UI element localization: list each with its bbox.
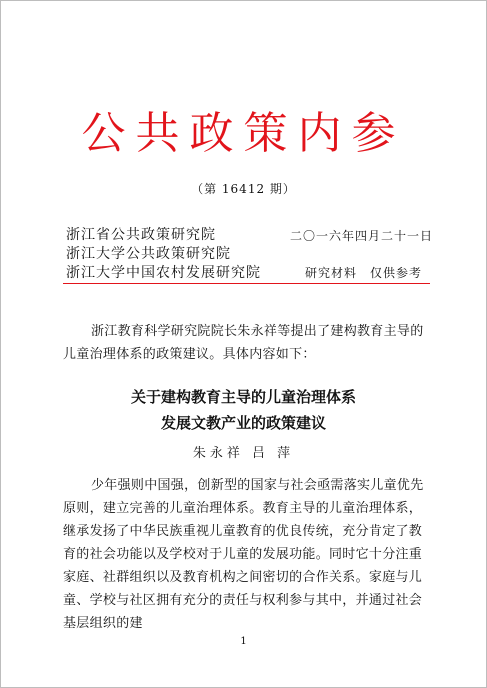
- issue-number: （第 16412 期）: [191, 182, 296, 196]
- article-title-line-1: 关于建构教育主导的儿童治理体系: [130, 388, 356, 406]
- intro-paragraph: 浙江教育科学研究院院长朱永祥等提出了建构教育主导的儿童治理体系的政策建议。具体内容如下：: [63, 324, 424, 362]
- red-divider: [63, 283, 430, 284]
- masthead-title: 公共政策内参: [81, 108, 406, 159]
- org-line-2: 浙江大学公共政策研究院: [66, 246, 231, 262]
- reference-note: 研究材料 仅供参考: [305, 266, 423, 280]
- org-line-1: 浙江省公共政策研究院: [66, 227, 216, 243]
- org-line-3: 浙江大学中国农村发展研究院: [66, 265, 261, 281]
- authors: 朱永祥 吕 萍: [192, 446, 295, 461]
- article-title-line-2: 发展文教产业的政策建议: [160, 414, 326, 432]
- page-number: 1: [240, 636, 247, 647]
- issue-date: 二〇一六年四月二十一日: [290, 229, 434, 243]
- body-paragraph: 少年强则中国强，创新型的国家与社会亟需落实儿童优先原则，建立完善的儿童治理体系。教育主导的儿童治理体系，继承发扬了中华民族重视儿童教育的优良传统，充分肯定了教育的社会功能以及学校对于儿童的发展功能。同时它十分注重家庭、社群组织以及教育机构之间密切的合作关系。家庭与儿童、学校与社区拥有充分的责任与权利参与其中，并通过社会基层组织的建: [63, 478, 424, 631]
